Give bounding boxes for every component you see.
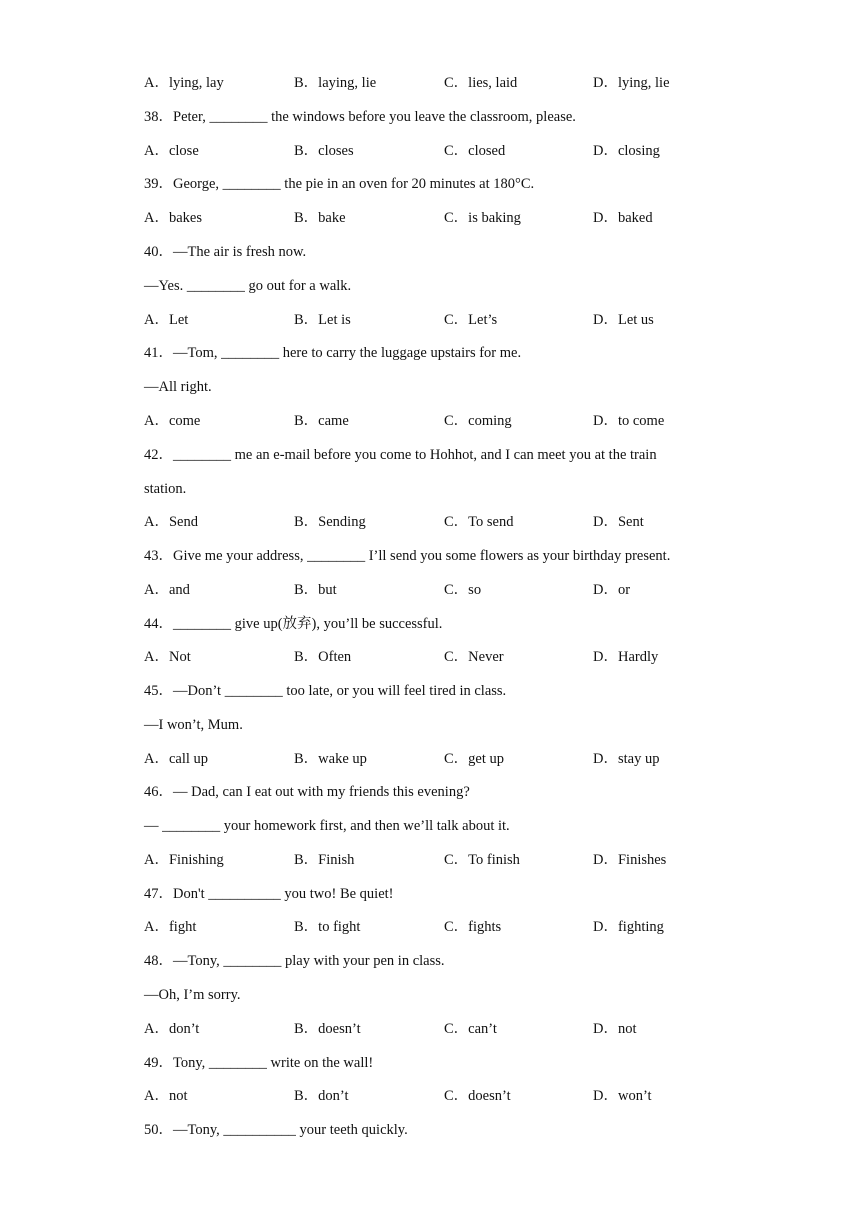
- option-d: D．Sent: [593, 514, 644, 530]
- option-b: B．bake: [294, 210, 346, 226]
- q39-stem: 39．George, ________ the pie in an oven for 20 minutes at 180°C.: [144, 176, 535, 192]
- option-c: C．fights: [444, 919, 502, 935]
- option-d: D．stay up: [593, 751, 660, 767]
- q46-stem-line2: — ________ your homework first, and then we’ll talk about it.: [144, 818, 510, 834]
- option-a: A．close: [144, 143, 199, 159]
- option-a: A．Finishing: [144, 852, 224, 868]
- option-a: A．and: [144, 582, 190, 598]
- option-c: C．is baking: [444, 210, 521, 226]
- option-a: A．fight: [144, 919, 197, 935]
- option-a: A．Let: [144, 312, 189, 328]
- option-b: B．Finish: [294, 852, 355, 868]
- option-b: B．don’t: [294, 1088, 349, 1104]
- option-d: D．closing: [593, 143, 660, 159]
- q41-stem-line1: 41．—Tom, ________ here to carry the luggage upstairs for me.: [144, 345, 522, 361]
- option-b: B．to fight: [294, 919, 361, 935]
- option-d: D．Finishes: [593, 852, 667, 868]
- q44-stem: 44．________ give up(放弃), you’ll be successful.: [144, 616, 443, 632]
- option-c: C．doesn’t: [444, 1088, 511, 1104]
- option-d: D．fighting: [593, 919, 664, 935]
- q47-stem: 47．Don't __________ you two! Be quiet!: [144, 886, 394, 902]
- option-c: C．lies, laid: [444, 75, 518, 91]
- option-a: A．call up: [144, 751, 209, 767]
- option-a: A．come: [144, 413, 201, 429]
- option-d: D．Let us: [593, 312, 654, 328]
- q40-stem-line2: —Yes. ________ go out for a walk.: [144, 278, 352, 294]
- option-a: A．bakes: [144, 210, 202, 226]
- option-c: C．To send: [444, 514, 514, 530]
- option-b: B．Often: [294, 649, 352, 665]
- option-d: D．to come: [593, 413, 665, 429]
- q42-stem-line2: station.: [144, 481, 187, 497]
- q45-stem-line1: 45．—Don’t ________ too late, or you will feel tired in class.: [144, 683, 507, 699]
- option-b: B．closes: [294, 143, 354, 159]
- option-a: A．Not: [144, 649, 191, 665]
- option-b: B．but: [294, 582, 337, 598]
- option-c: C．so: [444, 582, 482, 598]
- option-b: B．Sending: [294, 514, 366, 530]
- option-c: C．get up: [444, 751, 505, 767]
- option-c: C．Let’s: [444, 312, 498, 328]
- q48-stem-line1: 48．—Tony, ________ play with your pen in class.: [144, 953, 445, 969]
- option-d: D．lying, lie: [593, 75, 670, 91]
- option-a: A．Send: [144, 514, 198, 530]
- q50-stem: 50．—Tony, __________ your teeth quickly.: [144, 1122, 408, 1138]
- option-c: C．To finish: [444, 852, 520, 868]
- option-b: B．Let is: [294, 312, 351, 328]
- q38-stem: 38．Peter, ________ the windows before you leave the classroom, please.: [144, 109, 576, 125]
- option-a: A．lying, lay: [144, 75, 224, 91]
- option-d: D．baked: [593, 210, 653, 226]
- option-c: C．can’t: [444, 1021, 497, 1037]
- q42-stem-line1: 42．________ me an e-mail before you come to Hohhot, and I can meet you at the train: [144, 447, 657, 463]
- q41-stem-line2: —All right.: [144, 379, 212, 395]
- q46-stem-line1: 46．— Dad, can I eat out with my friends this evening?: [144, 784, 470, 800]
- option-b: B．wake up: [294, 751, 367, 767]
- option-c: C．closed: [444, 143, 506, 159]
- option-c: C．coming: [444, 413, 512, 429]
- option-d: D．not: [593, 1021, 637, 1037]
- option-a: A．don’t: [144, 1021, 200, 1037]
- q40-stem-line1: 40．—The air is fresh now.: [144, 244, 307, 260]
- option-d: D．won’t: [593, 1088, 652, 1104]
- option-d: D．Hardly: [593, 649, 659, 665]
- option-d: D．or: [593, 582, 631, 598]
- option-c: C．Never: [444, 649, 504, 665]
- q45-stem-line2: —I won’t, Mum.: [144, 717, 243, 733]
- option-b: B．came: [294, 413, 349, 429]
- option-b: B．laying, lie: [294, 75, 377, 91]
- option-a: A．not: [144, 1088, 188, 1104]
- option-b: B．doesn’t: [294, 1021, 361, 1037]
- q48-stem-line2: —Oh, I’m sorry.: [144, 987, 241, 1003]
- q43-stem: 43．Give me your address, ________ I’ll send you some flowers as your birthday present.: [144, 548, 671, 564]
- q49-stem: 49．Tony, ________ write on the wall!: [144, 1055, 374, 1071]
